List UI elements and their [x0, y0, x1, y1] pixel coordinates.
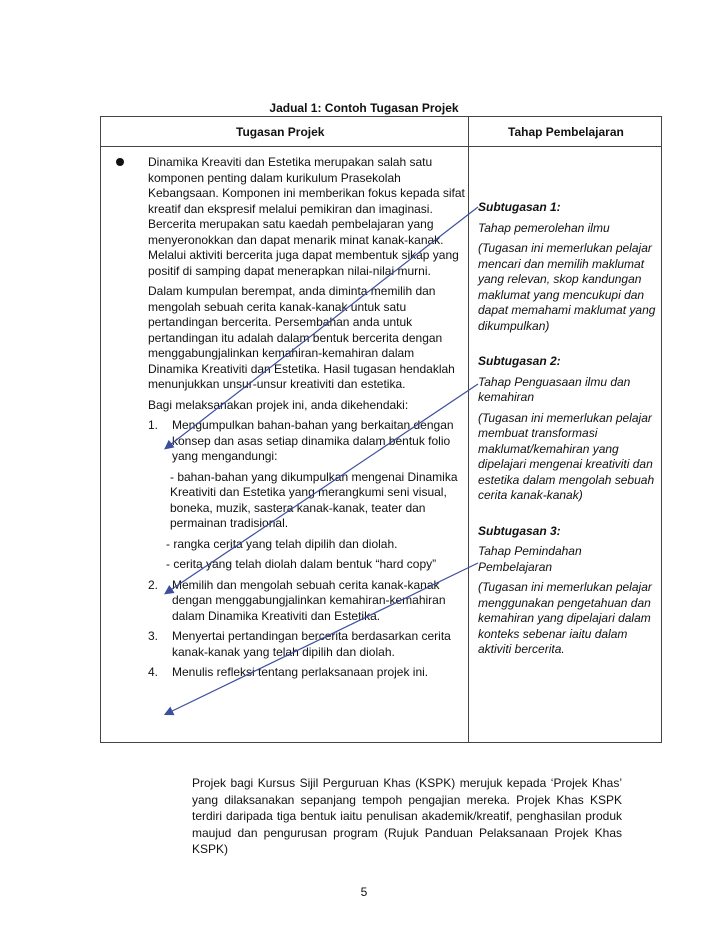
list-item-text: Menulis refleksi tentang perlaksanaan projek ini.: [172, 665, 429, 679]
list-number: 4.: [148, 665, 159, 679]
list-number: 1.: [148, 418, 159, 432]
intro-paragraph: Dinamika Kreaviti dan Estetika merupakan salah satu komponen penting dalam kurikulum Prasekolah Kebangsaan. Komponen ini memberikan fokus kepada sifat kreatif dan ekspresif melalui pemikiran dan imaginasi. Bercerita merupakan satu kaedah pembelajaran yang menyeronokkan dan dapat menarik minat kanak-kanak. Melalui aktiviti bercerita juga dapat membentuk sikap yang positif di samping dapat menerapkan nilai-nilai murni.: [148, 155, 465, 278]
subtask-2-title: Subtugasan 2:: [478, 354, 561, 368]
arrow-subtask-3: [166, 563, 478, 714]
subtask-3-stage: Tahap Pemindahan Pembelajaran: [478, 544, 582, 574]
arrow-subtask-1: [166, 207, 478, 448]
header-tahap-pembelajaran: Tahap Pembelajaran: [508, 125, 624, 139]
subtask-2-stage: Tahap Penguasaan ilmu dan kemahiran: [478, 374, 631, 404]
table-caption: Jadual 1: Contoh Tugasan Projek: [269, 101, 459, 115]
page-number: 5: [360, 885, 368, 899]
sub-item-outline: - rangka cerita yang telah dipilih dan diolah.: [166, 536, 398, 551]
list-item-text: Mengumpulkan bahan-bahan yang berkaitan dengan konsep dan asas setiap dinamika dalam bentuk folio yang mengandungi:: [172, 418, 454, 463]
subtask-3-description: (Tugasan ini memerlukan pelajar menggunakan pengetahuan dan kemahiran yang dipelajari dalam konteks sebenar iaitu dalam aktiviti bercerita.: [478, 580, 652, 656]
list-number: 2.: [148, 577, 159, 592]
kspk-note-paragraph: Projek bagi Kursus Sijil Perguruan Khas (KSPK) merujuk kepada ‘Projek Khas’ yang dilaksanakan sepanjang tempoh pengajian mereka. Projek Khas KSPK terdiri daripada tiga bentuk iaitu penulisan akademik/kreatif, penghasilan produk maujud dan pengurusan program (Rujuk Panduan Pelaksanaan Projek Khas KSPK): [192, 776, 622, 856]
list-item-text: Menyertai pertandingan bercerita berdasarkan cerita kanak-kanak yang telah dipilih dan diolah.: [172, 629, 451, 659]
subtask-3-title: Subtugasan 3:: [478, 523, 561, 538]
subtask-1-title: Subtugasan 1:: [478, 200, 561, 214]
requirements-intro: Bagi melaksanakan projek ini, anda dikehendaki:: [148, 397, 409, 412]
group-task-paragraph: Dalam kumpulan berempat, anda diminta memilih dan mengolah sebuah cerita kanak-kanak untuk satu pertandingan bercerita. Persembahan anda untuk pertandingan itu adalah dalam bentuk bercerita dengan menggabungjalinkan kemahiran-kemahiran dalam Dinamika Kreativiti dan Estetika. Hasil tugasan hendaklah menunjukkan unsur-unsur kreativiti dan estetika.: [148, 284, 455, 391]
sub-item-materials: - bahan-bahan yang dikumpulkan mengenai Dinamika Kreativiti dan Estetika yang merangkumi seni visual, boneka, muzik, sastera kanak-kanak, teater dan permainan tradisional.: [170, 469, 458, 530]
subtask-1-stage: Tahap pemerolehan ilmu: [478, 220, 610, 235]
list-number: 3.: [148, 629, 159, 643]
arrow-subtask-2: [166, 384, 478, 593]
header-tugasan-projek: Tugasan Projek: [236, 125, 325, 139]
subtask-2-description: (Tugasan ini memerlukan pelajar membuat transformasi maklumat/kemahiran yang dipelajari mengenai kreativiti dan estetika dalam mengolah sebuah cerita kanak-kanak): [478, 410, 655, 502]
subtask-1-description: (Tugasan ini memerlukan pelajar mencari dan memilih maklumat yang relevan, skop kandungan maklumat yang mencukupi dan dapat memahami maklumat yang dikumpulkan): [478, 241, 656, 333]
sub-item-hard-copy: - cerita yang telah diolah dalam bentuk “hard copy”: [166, 557, 437, 571]
list-item-text: Memilih dan mengolah sebuah cerita kanak-kanak dengan menggabungjalinkan kemahiran-kemahiran dalam Dinamika Kreativiti dan Estetika.: [172, 577, 446, 623]
